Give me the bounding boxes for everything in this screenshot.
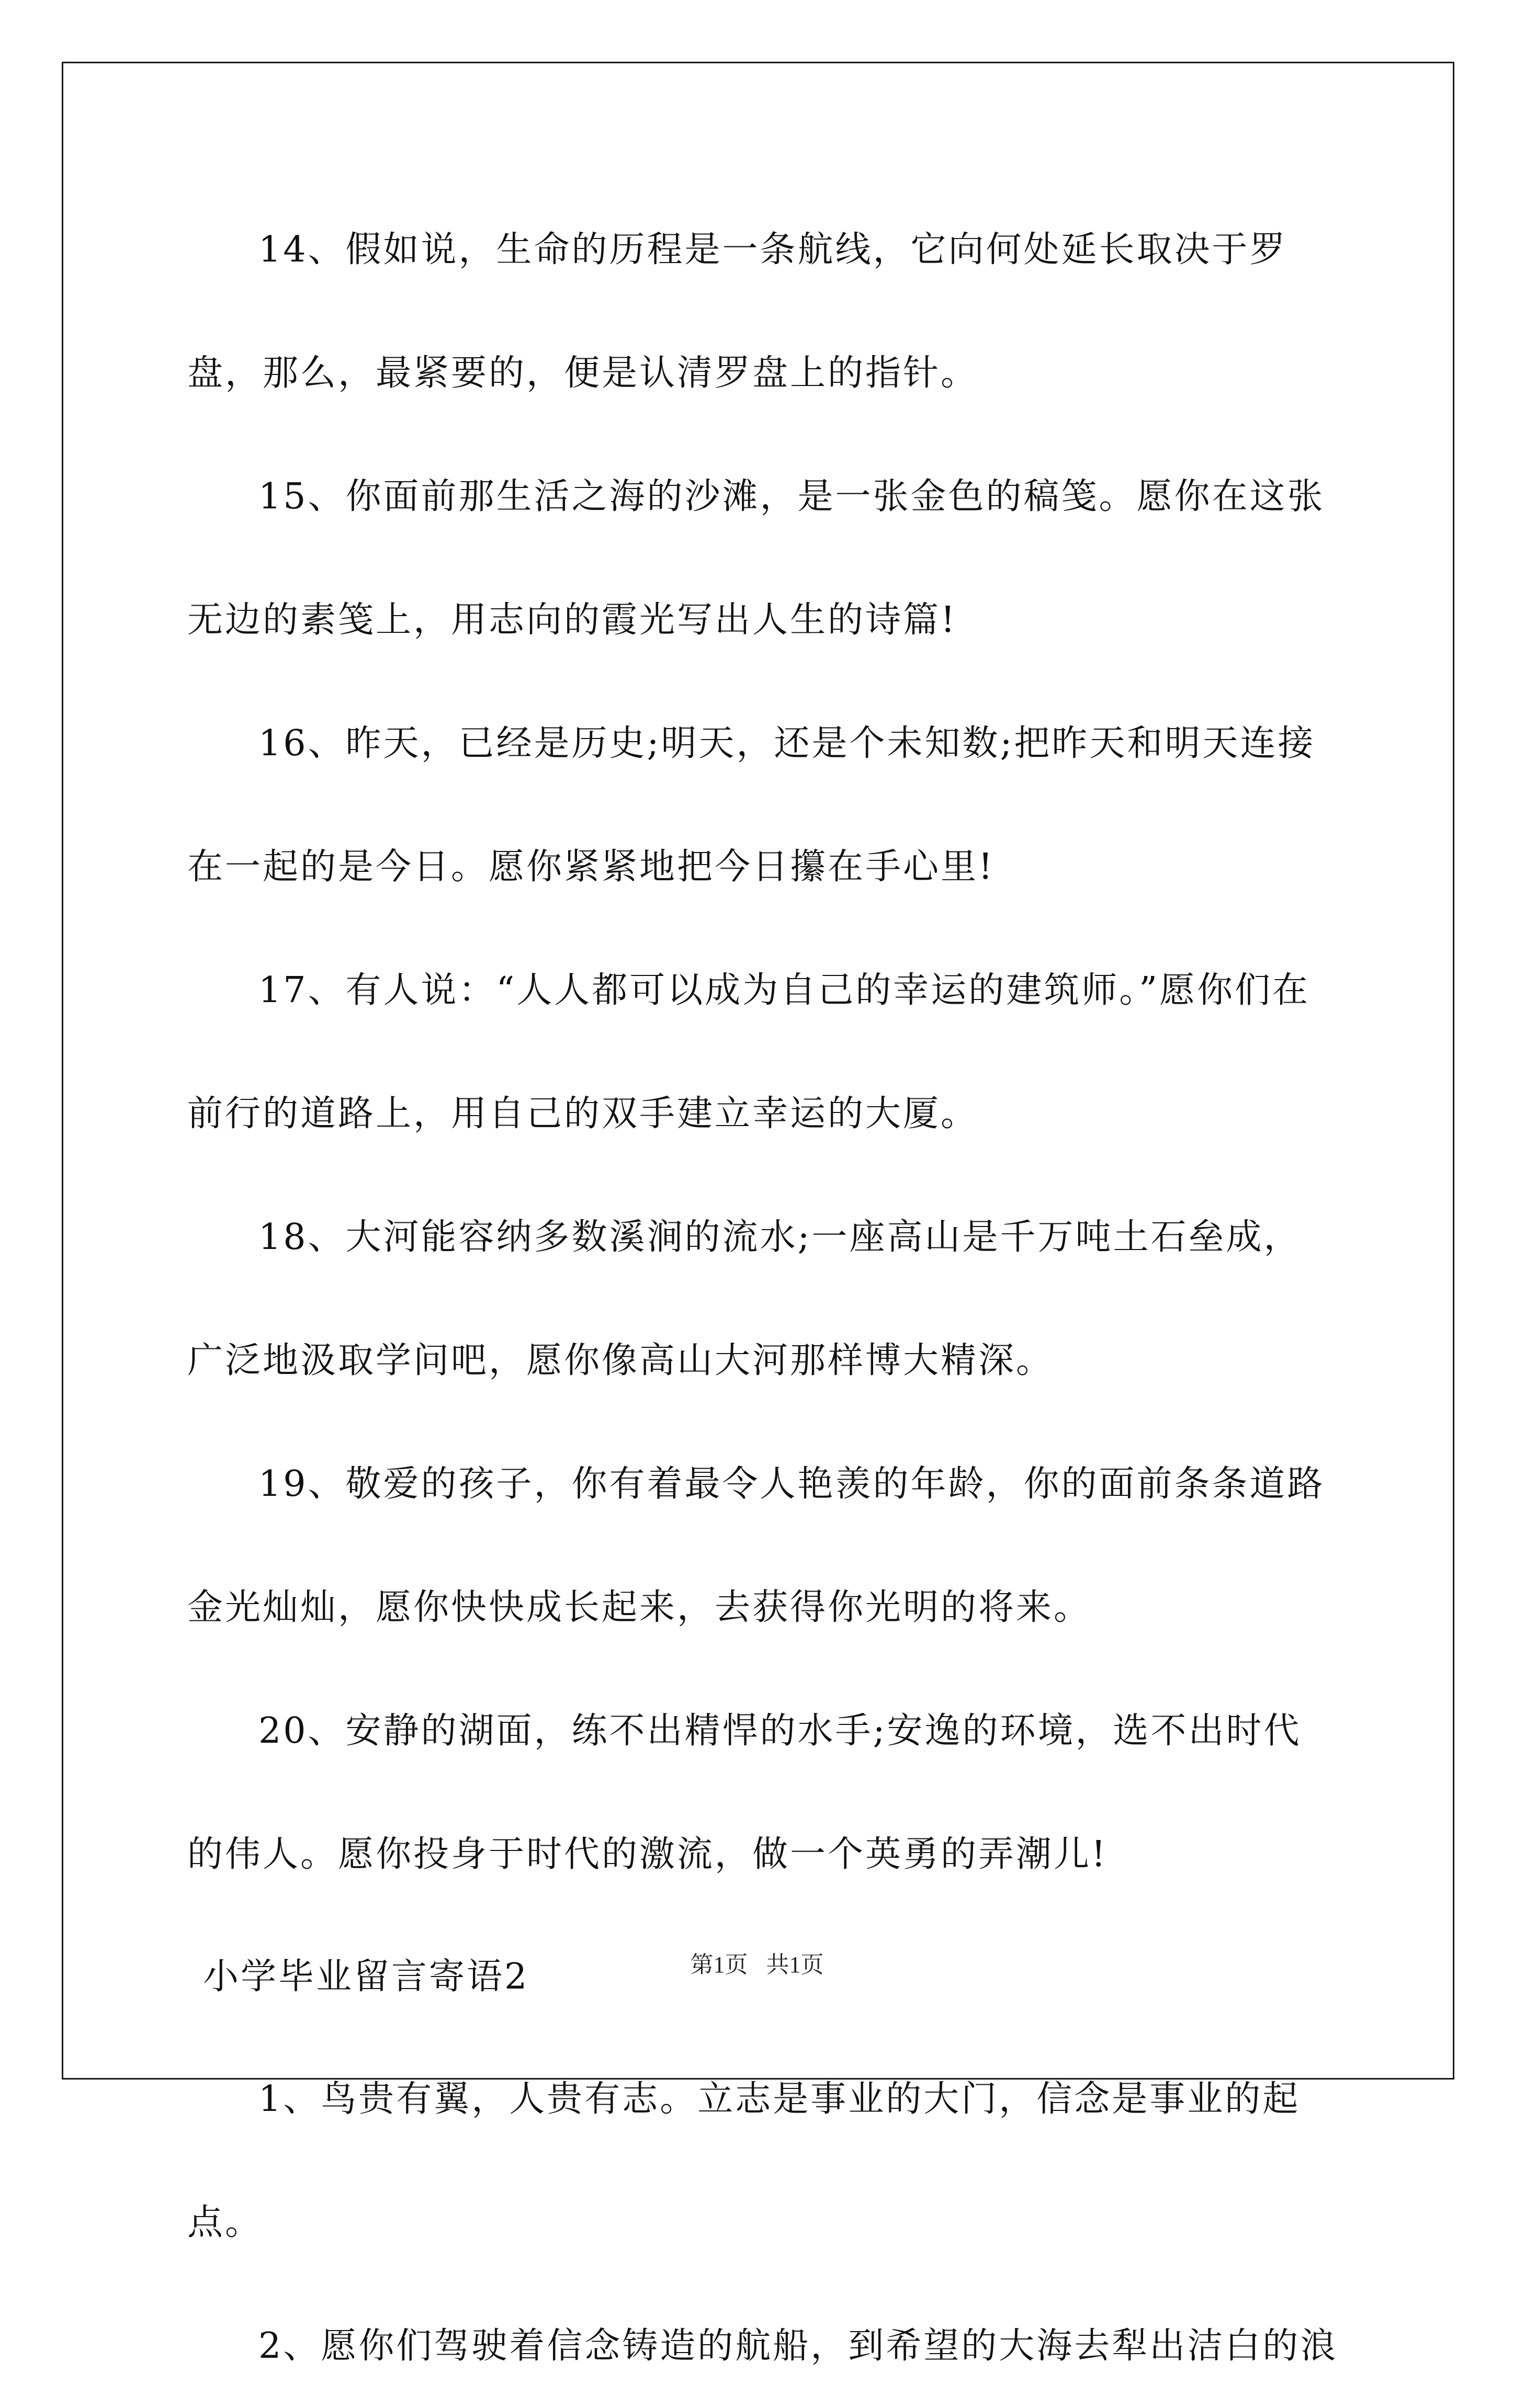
document-body (187, 188, 1338, 2408)
paragraph-15: 15、你面前那生活之海的沙滩，是一张金色的稿笺。愿你在这张无边的素笺上，用志向的霞光写出人生的诗篇! (187, 476, 1325, 641)
paragraph-16: 16、昨天，已经是历史;明天，还是个未知数;把昨天和明天连接在一起的是今日。愿你紧紧地把今日攥在手心里! (187, 723, 1316, 888)
paragraph-14: 14、假如说，生命的历程是一条航线，它向何处延长取决于罗盘，那么，最紧要的，便是认清罗盘上的指针。 (187, 229, 1287, 394)
page-total: 共1页 (766, 1952, 824, 1978)
section-title: 小学毕业留言寄语2 (203, 1956, 529, 1997)
paragraph-20: 20、安静的湖面，练不出精悍的水手;安逸的环境，选不出时代的伟人。愿你投身于时代的激流，做一个英勇的弄潮儿! (187, 1710, 1302, 1875)
paragraph-19: 19、敬爱的孩子，你有着最令人艳羡的年龄，你的面前条条道路金光灿灿，愿你快快成长起来，去获得你光明的将来。 (187, 1463, 1325, 1628)
section-paragraph-2: 2、愿你们驾驶着信念铸造的航船，到希望的大海去犁出洁白的浪 (258, 2325, 1338, 2367)
page-footer (0, 1946, 1514, 1979)
paragraph-18: 18、大河能容纳多数溪涧的流水;一座高山是千万吨土石垒成，广泛地汲取学问吧，愿你像高山大河那样博大精深。 (187, 1217, 1302, 1381)
section-paragraph-1: 1、鸟贵有翼，人贵有志。立志是事业的大门，信念是事业的起点。 (187, 2078, 1301, 2243)
page-number: 第1页 (690, 1952, 748, 1978)
paragraph-17: 17、有人说：“人人都可以成为自己的幸运的建筑师。”愿你们在前行的道路上，用自己的双手建立幸运的大厦。 (187, 970, 1310, 1134)
